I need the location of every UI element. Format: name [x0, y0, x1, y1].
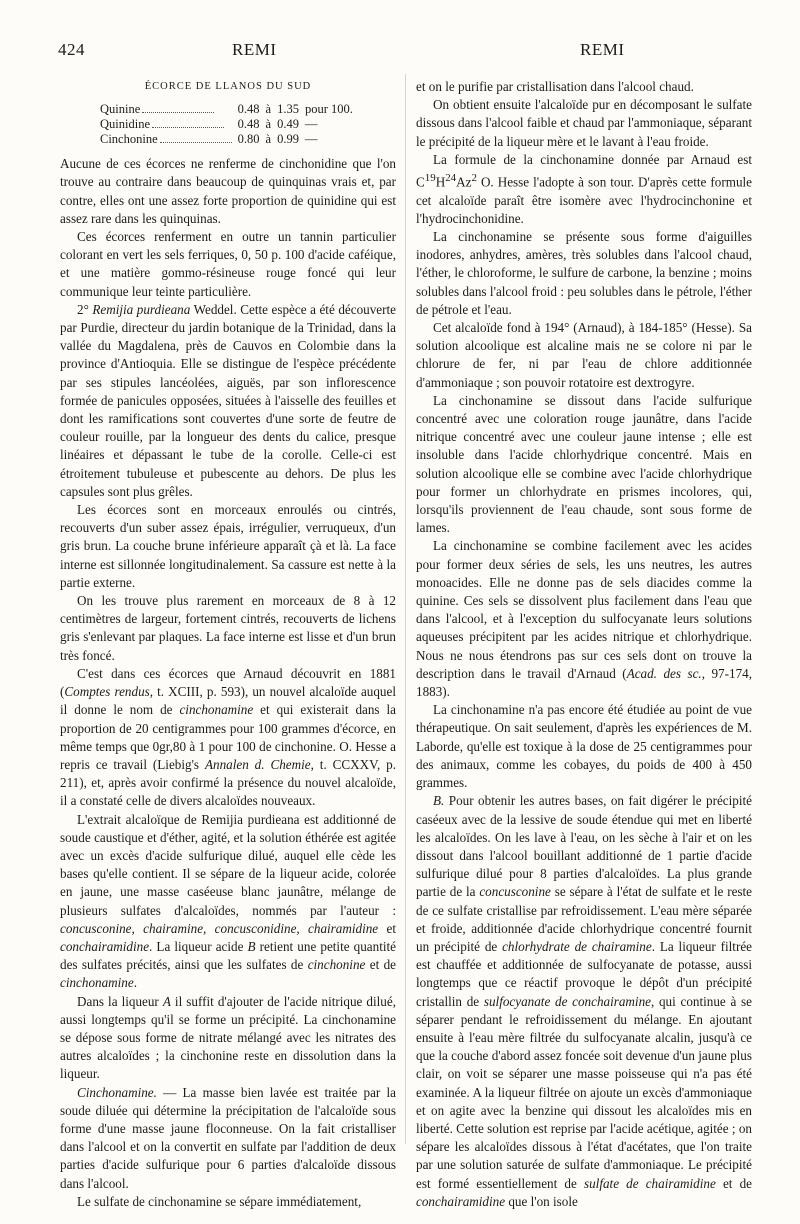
- alkaloid-name: Cinchonine: [100, 132, 158, 147]
- alkaloid-unit: —: [304, 132, 318, 147]
- alkaloid-min: 0.48: [237, 117, 260, 132]
- journal-title: Comptes rendus: [64, 684, 150, 700]
- paragraph: 2° Remijia purdieana Weddel. Cette espèce a été découverte par Purdie, directeur du jardin botanique de la Trinidad, dans la vallée du Magdalena, près de Cauvos en Colombie dans la province d'Antioquia. Elle se distingue de l'espèce précédente par ses stipules lancéolées, aiguës, par son inflorescence formée de panicules opposées, situées à l'aisselle des feuilles et dont les ramifications sont couvertes d'une sorte de feutre de couleur rouille, par la longueur des dents du calice, presque linéaires et dépassant le tube de la corolle. Celle-ci est étroitement tubuleuse et pubescente au dehors. De plus les capsules sont plus grêles.: [60, 301, 396, 499]
- alkaloid-term: cinchonamine: [60, 975, 134, 991]
- subscript-24: 24: [445, 172, 457, 185]
- paragraph: La cinchonamine se dissout dans l'acide sulfurique concentré avec une coloration rouge jaunâtre, dans l'acide nitrique concentré avec une couleur jaune intense ; elle est insoluble dans l'acide chlorhydrique concentré. Mais en solution alcoolique elle se combine avec l'acide chlorhydrique pour former un chlorhydrate en prismes incolores, qui, lorsqu'ils proviennent de l'eau chaude, sont sous forme de lames.: [416, 392, 752, 536]
- leader-dots: [152, 127, 224, 128]
- paragraph: La cinchonamine se combine facilement avec les acides pour former deux séries de sels, les uns neutres, les autres monoacides. Elle ne donne pas de sels diacides comme la quinine. Ces sels se dissolvent plus facilement dans l'eau que dans l'alcool, et à l'exception du sulfocyanate leurs solutions aqueuses précipitent par les acides nitrique et chlorhydrique. Nous ne nous étendrons pas sur ces sels dont on trouve la description dans le travail d'Arnaud (Acad. des sc., 97-174, 1883).: [416, 538, 752, 700]
- alkaloid-table: [100, 102, 359, 147]
- section-title: Cinchonamine.: [77, 1084, 157, 1100]
- journal-title: Annalen d. Chemie: [204, 756, 311, 772]
- alkaloid-term: concusconine: [479, 884, 551, 900]
- paragraph: Les écorces sont en morceaux enroulés ou cintrés, recouverts d'un suber assez épais, irrégulier, verruqueux, d'un gris brun. La couche brune inférieure apparaît çà et là. La face interne est sillonnée longitudinalement. Sa cassure est nette à la partie externe.: [60, 502, 396, 590]
- paragraph: Le sulfate de cinchonamine se sépare immédiatement,: [77, 1193, 362, 1209]
- alkaloid-min: 0.80: [237, 132, 260, 147]
- paragraph: B. Pour obtenir les autres bases, on fait digérer le précipité caséeux avec de la lessive de soude étendue qui met en liberté les alcaloïdes. On les lave à l'eau, on les sèche à l'air et on les dissout dans l'alcool bouillant additionné de 1 partie d'acide sulfurique dilué pour 8 parties d'alcaloïdes. La plus grande partie de la concusconine se sépare à l'état de sulfate et le reste de ce sulfate cristallise par refroidissement. L'eau mère séparée et froide, additionnée d'acide chlorhydrique concentré fournit un précipité de chlorhydrate de chairamine. La liqueur filtrée est chauffée et additionnée de sulfocyanate de potasse, aussi longtemps que ce réactif provoque le dépôt d'un précipité cristallin de sulfocyanate de conchairamine, qui continue à se séparer pendant le refroidissement du mélange. En ajoutant ensuite à l'eau mère filtrée du sulfocyanate alcalin, jusqu'à ce que la couche d'abord assez foncée soit devenue d'un jaune plus clair, on voit se séparer une masse poisseuse qui n'a pas été examinée. A la liqueur filtrée on ajoute un excès d'ammoniaque et on agite avec la benzine qui dissout les alcaloïdes mis en liberté. Cette solution est reprise par l'acide acétique, agitée ; on sépare les alcaloïdes dissous à l'état d'acétates, que l'on traite par une solution saturée de sulfate d'ammoniaque. Le précipité est formé essentiellement de sulfate de chairamidine et de conchairamidine que l'on isole: [416, 793, 753, 1209]
- alkaloid-max: 1.35: [277, 102, 299, 117]
- alkaloid-term: cinchonine: [307, 957, 366, 973]
- alkaloid-term: sulfocyanate de conchairamine: [483, 993, 651, 1009]
- alkaloid-max: 0.49: [277, 117, 299, 132]
- paragraph: Cinchonamine. — La masse bien lavée est traitée par la soude diluée qui détermine la précipitation de l'alcaloïde sous forme d'une masse jaune floconneuse. On la fait cristalliser dans l'alcool et on la convertit en sulfate par l'addition de deux parties d'acide sulfurique pour 6 parties d'alcaloïde dissous dans l'alcool.: [60, 1084, 396, 1191]
- alkaloid-max: 0.99: [277, 132, 299, 147]
- paragraph: C'est dans ces écorces que Arnaud découvrit en 1881 (Comptes rendus, t. XCIII, p. 593), un nouvel alcaloïde auquel il donne le nom de cinchonamine et qui existerait dans la proportion de 20 centigrammes pour 100 grammes d'écorce, en même temps que 0gr,80 à 1 pour 100 de cinchonine. O. Hesse a repris ce travail (Liebig's Annalen d. Chemie, t. CCXXV, p. 211), et, après avoir confirmé la présence du nouvel alcaloïde, il a constaté celle de divers alcaloïdes nouveaux.: [60, 665, 397, 809]
- paragraph: et on le purifie par cristallisation dans l'alcool chaud.: [416, 79, 694, 94]
- paragraph: La cinchonamine se présente sous forme d'aiguilles inodores, anhydres, amères, très solubles dans l'alcool chaud, l'éther, le chloroforme, le sulfure de carbone, la benzine ; moins solubles dans l'alcool froid : peu solubles dans le pétrole, l'éther de pétrole et l'eau.: [416, 229, 752, 317]
- alkaloid-term: conchairamidine: [416, 1193, 506, 1209]
- paragraph: La formule de la cinchonamine donnée par Arnaud est $C^{19}H^{24}Az^2$ O. Hesse l'adopte à son tour. D'après cette formule cet alcaloïde paraît être isomère avec l'hydrocinchonine et l'hydrocinchonidine.: [416, 151, 752, 226]
- paragraph: Aucune de ces écorces ne renferme de cinchonidine que l'on trouve au contraire dans beaucoup de quinquinas vrais et, par contre, elles ont une assez forte proportion de quinidine qui est assez rare dans les quinquinas.: [60, 156, 396, 226]
- section-subhead: ÉCORCE DE LLANOS DU SUD: [144, 81, 312, 92]
- running-head-right: REMI: [580, 40, 625, 59]
- alkaloid-term: cinchonamine: [179, 702, 254, 718]
- alkaloid-term: sulfate de chairamidine: [583, 1175, 716, 1191]
- alkaloid-a: à: [265, 117, 272, 132]
- leader-dots: [142, 112, 214, 113]
- alkaloid-term: conchairamidine: [60, 938, 150, 954]
- table-row: [100, 117, 359, 132]
- right-column: [416, 78, 752, 1211]
- alkaloid-a: à: [265, 132, 272, 147]
- liquor-label: B.: [433, 793, 445, 809]
- paragraph: Cet alcaloïde fond à 194° (Arnaud), à 184-185° (Hesse). Sa solution alcoolique est alcaline mais ne se colore ni par le chlorure de fer, ni par l'eau de chlore additionnée d'ammoniaque ; son pouvoir rotatoire est dextrogyre.: [416, 320, 752, 390]
- left-column: [60, 78, 396, 1211]
- journal-title: Acad. des sc.: [626, 665, 702, 681]
- paragraph: On les trouve plus rarement en morceaux de 8 à 12 centimètres de largeur, fortement cintrés, recouverts de lichens gris s'enlevant par plaques. La face interne est lisse et d'un brun très foncé.: [60, 593, 396, 663]
- alkaloid-unit: —: [304, 117, 318, 132]
- alkaloid-name: Quinidine: [100, 117, 150, 132]
- column-gutter: [405, 74, 406, 1144]
- subscript-2: 2: [471, 172, 477, 185]
- liquor-label: A: [162, 993, 171, 1009]
- alkaloid-min: 0.48: [237, 102, 260, 117]
- alkaloid-term: concusconine, chairamine, concusconidine, chairamidine: [60, 920, 379, 936]
- species-name: Remijia purdieana: [92, 301, 191, 317]
- paragraph: L'extrait alcaloïque de Remijia purdieana est additionné de soude caustique et d'éther, agité, et la solution éthérée est agitée avec un excès d'acide sulfurique dilué, auquel elle cède les bases qu'elle contient. Il se sépare de la liqueur acide, colorée en jaune, une masse caséeuse blanc jaunâtre, mélange de plusieurs sulfates d'alcaloïdes, nommés par l'auteur : concusconine, chairamine, concusconidine, chairamidine et conchairamidine. La liqueur acide B retient une petite quantité des sulfates précités, ainsi que les sulfates de cinchonine et de cinchonamine.: [60, 811, 396, 991]
- table-row: [100, 132, 359, 147]
- paragraph: La cinchonamine n'a pas encore été étudiée au point de vue thérapeutique. On sait seulement, d'après les expériences de M. Laborde, qu'elle est toxique à la dose de 25 centigrammes pour des animaux, comme les cobayes, du poids de 400 à 450 grammes.: [416, 702, 752, 791]
- subscript-19: 19: [424, 172, 436, 185]
- page-number: 424: [58, 40, 85, 59]
- paragraph: Dans la liqueur A il suffit d'ajouter de l'acide nitrique dilué, aussi longtemps qu'il se forme un précipité. La cinchonamine se dépose sous forme de nitrate mélangé avec les nitrates des autres alcaloïdes ; la cinchonine reste en dissolution dans la liqueur.: [60, 993, 396, 1082]
- alkaloid-a: à: [265, 102, 272, 117]
- leader-dots: [160, 142, 232, 143]
- alkaloid-name: Quinine: [100, 102, 141, 117]
- liquor-label: B: [247, 938, 256, 954]
- paragraph: Ces écorces renferment en outre un tannin particulier colorant en vert les sels ferriques, 0, 50 p. 100 d'acide caféique, et une matière gommo-résineuse rouge foncé qui leur communique leur teinte particulière.: [60, 229, 396, 299]
- paragraph: On obtient ensuite l'alcaloïde pur en décomposant le sulfate dissous dans l'alcool faible et chaud par l'ammoniaque, séparant le précipité de la liqueur mère et le lavant à l'eau froide.: [416, 97, 752, 149]
- alkaloid-term: chlorhydrate de chairamine: [502, 938, 652, 954]
- running-head-left: REMI: [232, 40, 277, 59]
- table-row: [100, 102, 359, 117]
- alkaloid-unit: pour 100.: [304, 102, 353, 117]
